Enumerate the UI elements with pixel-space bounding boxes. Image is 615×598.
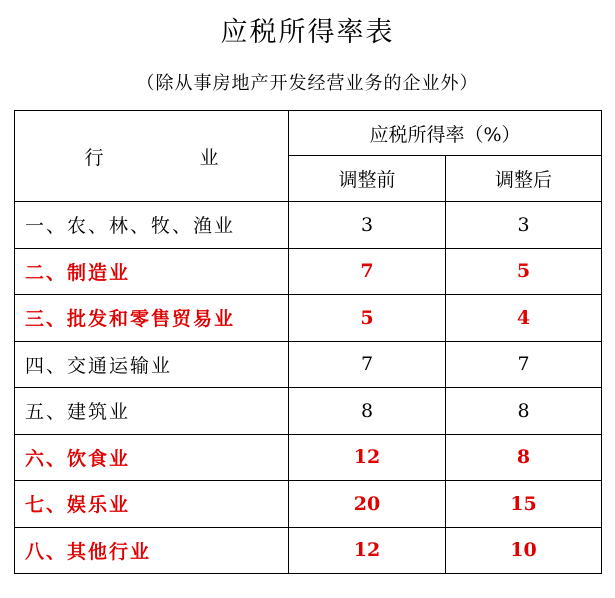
industry-name: 八、其他行业 <box>15 527 289 574</box>
table-row <box>15 434 602 481</box>
industry-header-part1: 行 <box>84 146 104 169</box>
industry-name: 三、批发和零售贸易业 <box>15 295 289 342</box>
rate-after: 15 <box>446 481 602 528</box>
industry-name: 七、娱乐业 <box>15 481 289 528</box>
after-header: 调整后 <box>446 156 602 202</box>
rate-after: 5 <box>446 248 602 295</box>
table-row <box>15 248 602 295</box>
industry-name: 一、农、林、牧、渔业 <box>15 202 289 249</box>
industry-header-part2: 业 <box>199 146 219 169</box>
rate-after: 3 <box>446 202 602 249</box>
rate-before: 12 <box>289 527 446 574</box>
industry-name: 六、饮食业 <box>15 434 289 481</box>
table-row <box>15 341 602 388</box>
rate-group-header: 应税所得率（%） <box>289 111 602 156</box>
rate-before: 5 <box>289 295 446 342</box>
before-header: 调整前 <box>289 156 446 202</box>
industry-name: 二、制造业 <box>15 248 289 295</box>
rate-before: 7 <box>289 248 446 295</box>
table-row <box>15 202 602 249</box>
rate-after: 4 <box>446 295 602 342</box>
rate-before: 12 <box>289 434 446 481</box>
industry-name: 五、建筑业 <box>15 388 289 435</box>
rate-before: 8 <box>289 388 446 435</box>
rate-before: 3 <box>289 202 446 249</box>
rate-before: 20 <box>289 481 446 528</box>
industry-name: 四、交通运输业 <box>15 341 289 388</box>
rate-after: 10 <box>446 527 602 574</box>
page-subtitle: （除从事房地产开发经营业务的企业外） <box>136 73 479 94</box>
rate-after: 8 <box>446 388 602 435</box>
industry-header <box>15 111 289 202</box>
rate-after: 7 <box>446 341 602 388</box>
rate-before: 7 <box>289 341 446 388</box>
tax-rate-table <box>14 110 602 574</box>
table-row <box>15 527 602 574</box>
table-row <box>15 481 602 528</box>
rate-after: 8 <box>446 434 602 481</box>
header-row-1 <box>15 111 602 156</box>
page-title: 应税所得率表 <box>220 17 395 48</box>
table-row <box>15 388 602 435</box>
table-row <box>15 295 602 342</box>
